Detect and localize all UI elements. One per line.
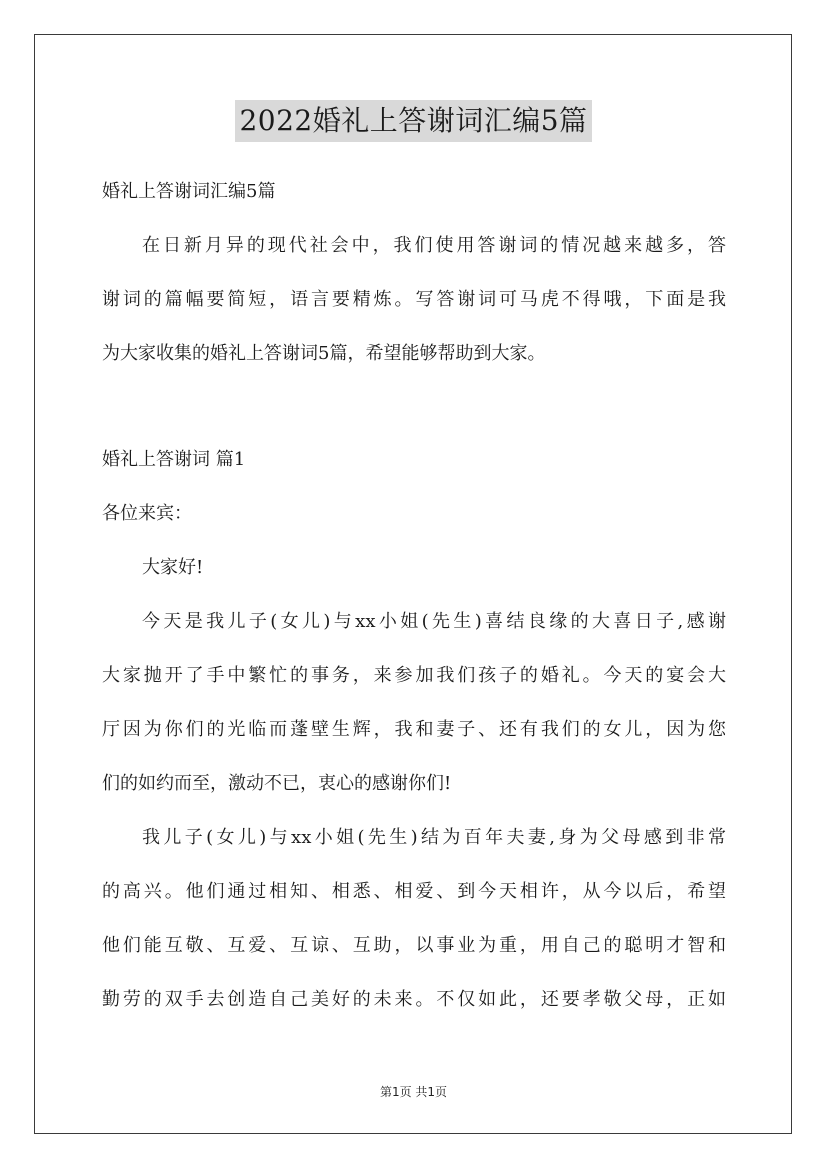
document-subtitle: 婚礼上答谢词汇编5篇 (102, 181, 276, 202)
spacer (102, 374, 726, 426)
spacer (102, 534, 726, 548)
spacer (102, 588, 726, 602)
spacer (102, 696, 726, 710)
section-heading: 婚礼上答谢词 篇1 (102, 449, 246, 470)
spacer (102, 426, 726, 440)
salutation: 各位来宾： (102, 503, 192, 524)
paragraph-line: 们的如约而至，激动不已，衷心的感谢你们! (102, 773, 452, 794)
paragraph-line: 他们能互敬、互爱、互谅、互助，以事业为重，用自己的聪明才智和 (102, 935, 726, 956)
document-body (102, 172, 726, 1020)
paragraph-line: 勤劳的双手去创造自己美好的未来。不仅如此，还要孝敬父母，正如 (102, 989, 726, 1010)
spacer (102, 966, 726, 980)
spacer (102, 804, 726, 818)
spacer (102, 912, 726, 926)
page-footer: 第1页 共1页 (379, 1085, 448, 1099)
paragraph-line: 厅因为你们的光临而蓬壁生辉，我和妻子、还有我们的女儿，因为您 (102, 719, 726, 740)
spacer (102, 480, 726, 494)
document-title: 2022婚礼上答谢词汇编5篇 (235, 100, 591, 142)
intro-line: 在日新月异的现代社会中，我们使用答谢词的情况越来越多，答 (142, 235, 726, 256)
paragraph-line: 今天是我儿子(女儿)与xx小姐(先生)喜结良缘的大喜日子,感谢 (142, 611, 726, 632)
spacer (102, 320, 726, 334)
intro-line: 谢词的篇幅要简短，语言要精炼。写答谢词可马虎不得哦，下面是我 (102, 289, 726, 310)
spacer (102, 750, 726, 764)
paragraph-line: 我儿子(女儿)与xx小姐(先生)结为百年夫妻,身为父母感到非常 (142, 827, 726, 848)
intro-line: 为大家收集的婚礼上答谢词5篇，希望能够帮助到大家。 (102, 343, 546, 364)
spacer (102, 642, 726, 656)
paragraph-line: 的高兴。他们通过相知、相悉、相爱、到今天相许，从今以后，希望 (102, 881, 726, 902)
spacer (102, 858, 726, 872)
title-container (0, 100, 827, 142)
spacer (102, 212, 726, 226)
spacer (102, 266, 726, 280)
paragraph-line: 大家抛开了手中繁忙的事务，来参加我们孩子的婚礼。今天的宴会大 (102, 665, 726, 686)
greeting: 大家好! (142, 557, 204, 578)
